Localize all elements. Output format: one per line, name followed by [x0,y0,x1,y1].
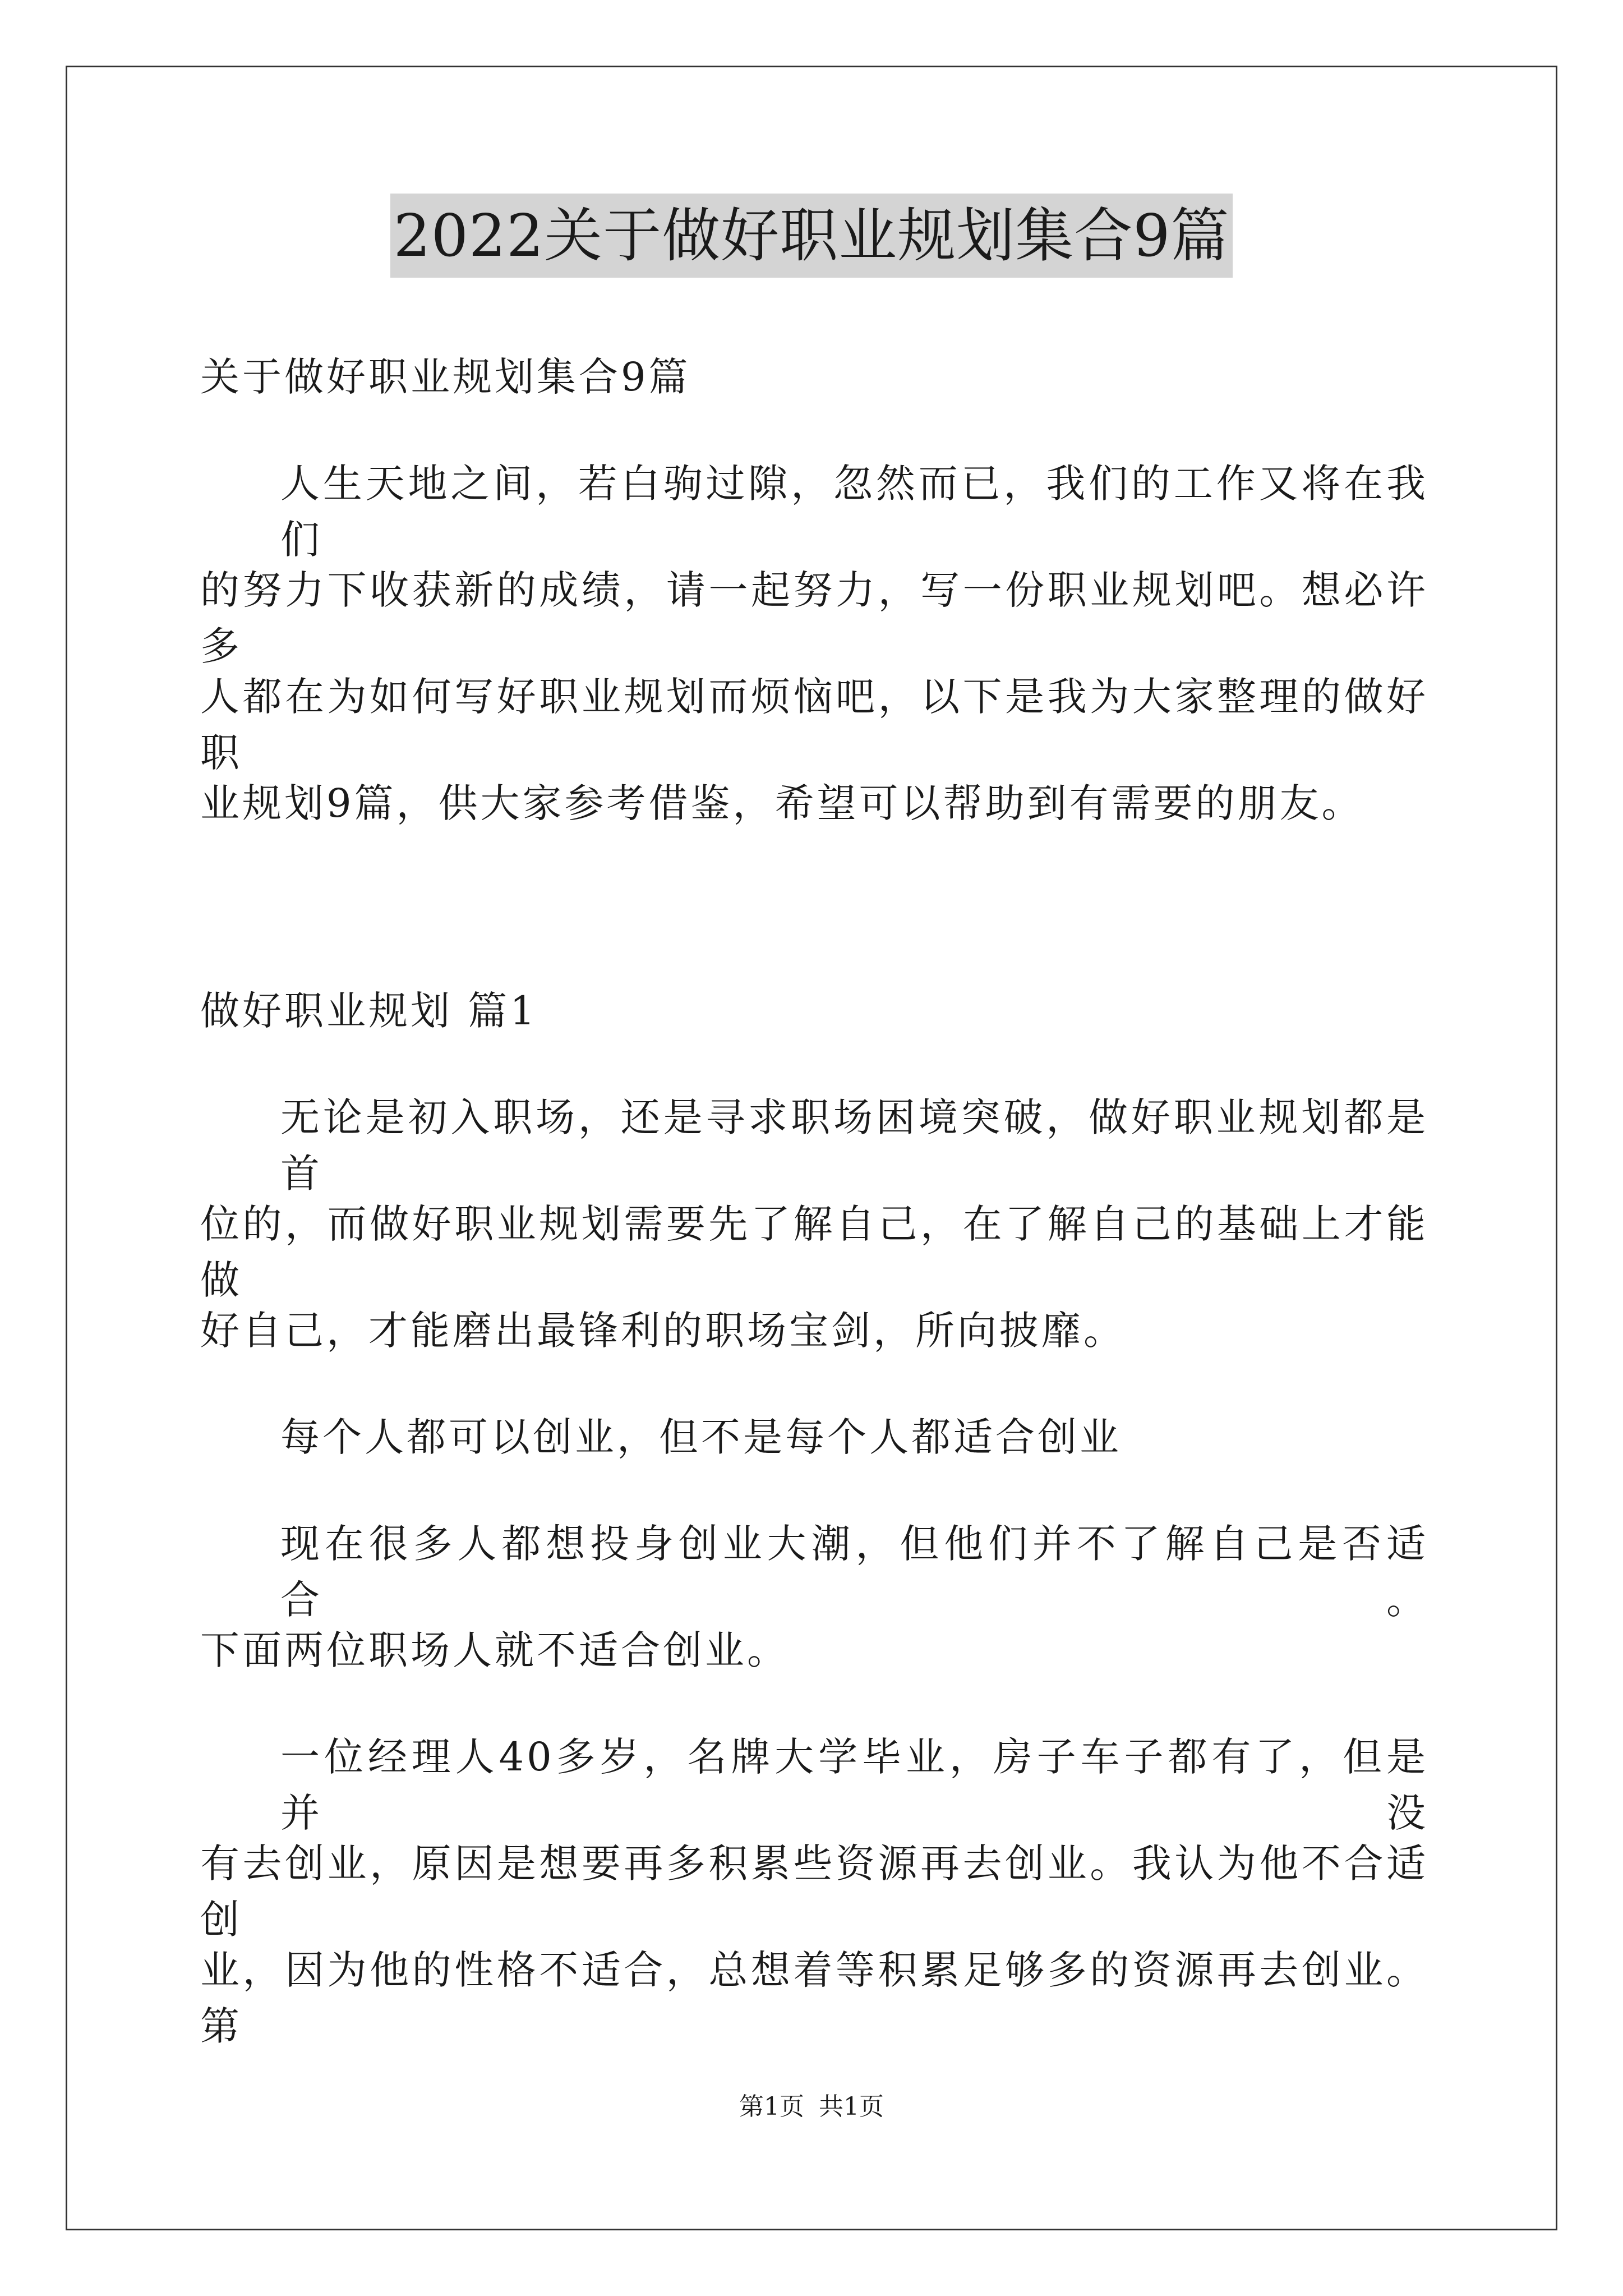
para2-line-1: 每个人都可以创业，但不是每个人都适合创业 [280,1414,1122,1460]
para4-line-3: 业，因为他的性格不适合，总想着等积累足够多的资源再去创业。第 [200,1947,1428,2049]
footer-page-total: 共1页 [819,2092,884,2121]
page-footer [0,2090,1623,2124]
footer-page-current: 第1页 [739,2092,804,2121]
para4-line-2: 有去创业，原因是想要再多积累些资源再去创业。我认为他不合适创 [200,1841,1428,1943]
intro-line-1: 人生天地之间，若白驹过隙，忽然而已，我们的工作又将在我们 [280,461,1428,563]
document-title: 2022关于做好职业规划集合9篇 [390,194,1233,278]
para1-line-1: 无论是初入职场，还是寻求职场困境突破，做好职业规划都是首 [280,1094,1428,1197]
intro-line-4: 业规划9篇，供大家参考借鉴，希望可以帮助到有需要的朋友。 [200,780,1364,826]
para1-line-3: 好自己，才能磨出最锋利的职场宝剑，所向披靡。 [200,1308,1126,1354]
title-container [0,194,1623,278]
para3-line-1: 现在很多人都想投身创业大潮，但他们并不了解自己是否适合。 [280,1521,1428,1623]
para1-line-2: 位的，而做好职业规划需要先了解自己，在了解自己的基础上才能做 [200,1201,1428,1303]
intro-line-3: 人都在为如何写好职业规划而烦恼吧，以下是我为大家整理的做好职 [200,674,1428,776]
para3-line-2: 下面两位职场人就不适合创业。 [200,1627,789,1673]
section-heading: 做好职业规划 篇1 [200,988,538,1034]
document-subtitle: 关于做好职业规划集合9篇 [200,354,691,400]
para4-line-1: 一位经理人40多岁，名牌大学毕业，房子车子都有了，但是并没 [280,1734,1428,1836]
intro-line-2: 的努力下收获新的成绩，请一起努力，写一份职业规划吧。想必许多 [200,567,1428,669]
